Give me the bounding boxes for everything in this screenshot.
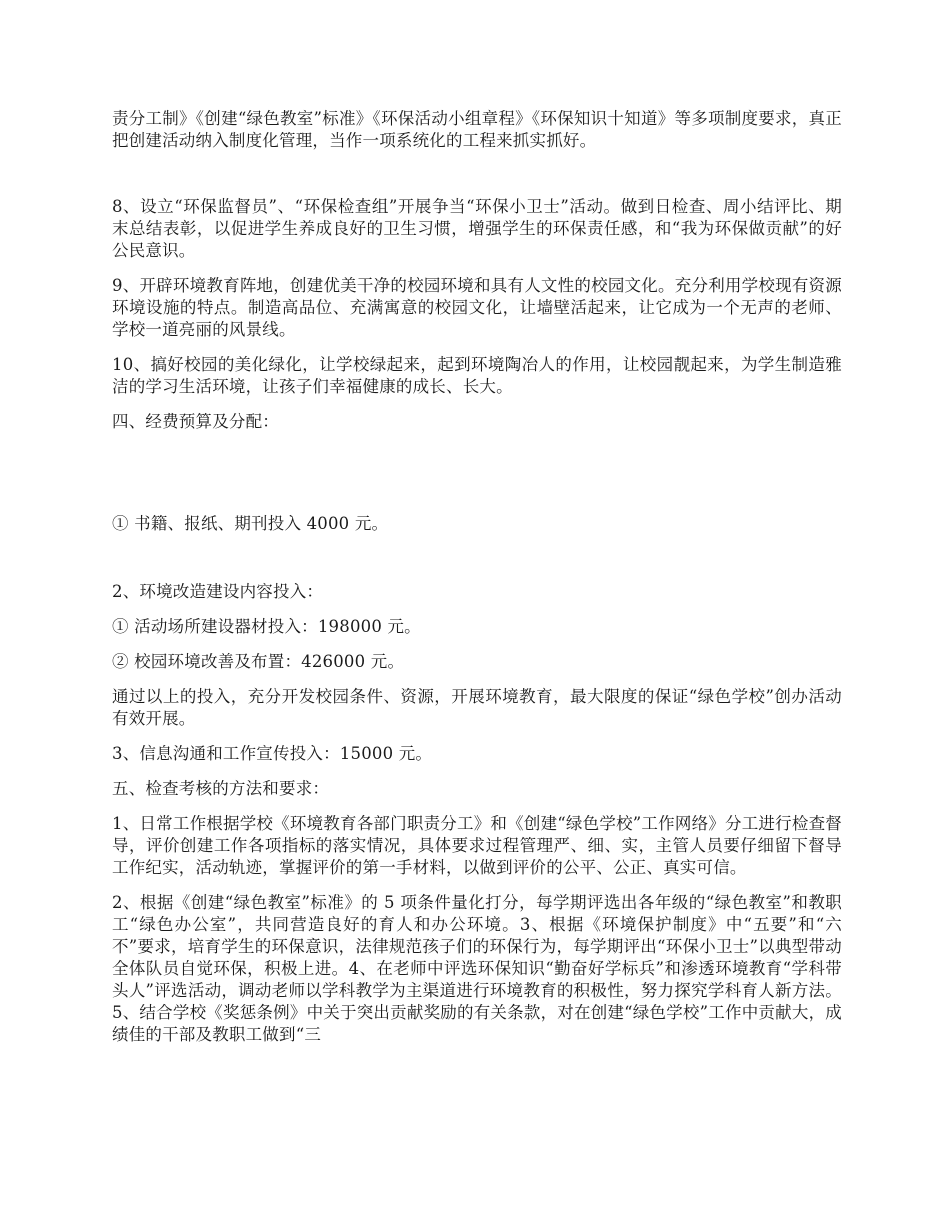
paragraph-item-10: 10、搞好校园的美化绿化，让学校绿起来，起到环境陶冶人的作用，让校园靓起来，为学生制造雅洁的学习生活环境，让孩子们幸福健康的成长、长大。 <box>112 355 842 396</box>
paragraph-campus-improvement-budget: ② 校园环境改善及布置：426000 元。 <box>112 652 405 671</box>
paragraph-item-9: 9、开辟环境教育阵地，创建优美干净的校园环境和具有人文性的校园文化。充分利用学校现有资源环境设施的特点。制造高品位、充满寓意的校园文化，让墙壁活起来，让它成为一个无声的老师、学校一道亮丽的风景线。 <box>112 276 842 339</box>
paragraph-books-budget: ① 书籍、报纸、期刊投入 4000 元。 <box>112 514 389 533</box>
document-page <box>112 108 842 1046</box>
paragraph-communication-budget: 3、信息沟通和工作宣传投入：15000 元。 <box>112 744 433 763</box>
section-heading-budget: 四、经费预算及分配： <box>112 412 279 431</box>
section-heading-assessment: 五、检查考核的方法和要求： <box>112 779 330 798</box>
paragraph-daily-inspection: 1、日常工作根据学校《环境教育各部门职责分工》和《创建“绿色学校”工作网络》分工进行检查督导，评价创建工作各项指标的落实情况，具体要求过程管理严、细、实，主管人员要仔细留下督导工作纪实，活动轨迹，掌握评价的第一手材料，以做到评价的公平、公正、真实可信。 <box>112 814 842 877</box>
paragraph-equipment-budget: ① 活动场所建设器材投入：198000 元。 <box>112 617 421 636</box>
paragraph-system-requirements: 责分工制》《创建“绿色教室”标准》《环保活动小组章程》《环保知识十知道》等多项制度要求，真正把创建活动纳入制度化管理，当作一项系统化的工程来抓实抓好。 <box>112 109 842 150</box>
paragraph-environment-investment: 2、环境改造建设内容投入： <box>112 582 324 601</box>
paragraph-investment-summary: 通过以上的投入，充分开发校园条件、资源，开展环境教育，最大限度的保证“绿色学校”创办活动有效开展。 <box>112 687 842 728</box>
paragraph-item-8: 8、设立“环保监督员”、“环保检查组”开展争当“环保小卫士”活动。做到日检查、周小结评比、期末总结表彰，以促进学生养成良好的卫生习惯，增强学生的环保责任感，和“我为环保做贡献”的好公民意识。 <box>112 197 842 260</box>
paragraph-evaluation-criteria: 2、根据《创建“绿色教室”标准》的 5 项条件量化打分，每学期评选出各年级的“绿色教室”和教职工“绿色办公室”，共同营造良好的育人和办公环境。3、根据《环境保护制度》中“五要”和“六不”要求，培育学生的环保意识，法律规范孩子们的环保行为，每学期评出“环保小卫士”以典型带动全体队员自觉环保，积极上进。4、在老师中评选环保知识“勤奋好学标兵”和渗透环境教育“学科带头人”评选活动，调动老师以学科教学为主渠道进行环境教育的积极性，努力探究学科育人新方法。5、结合学校《奖惩条例》中关于突出贡献奖励的有关条款，对在创建“绿色学校”工作中贡献大，成绩佳的干部及教职工做到“三 <box>112 893 842 1044</box>
